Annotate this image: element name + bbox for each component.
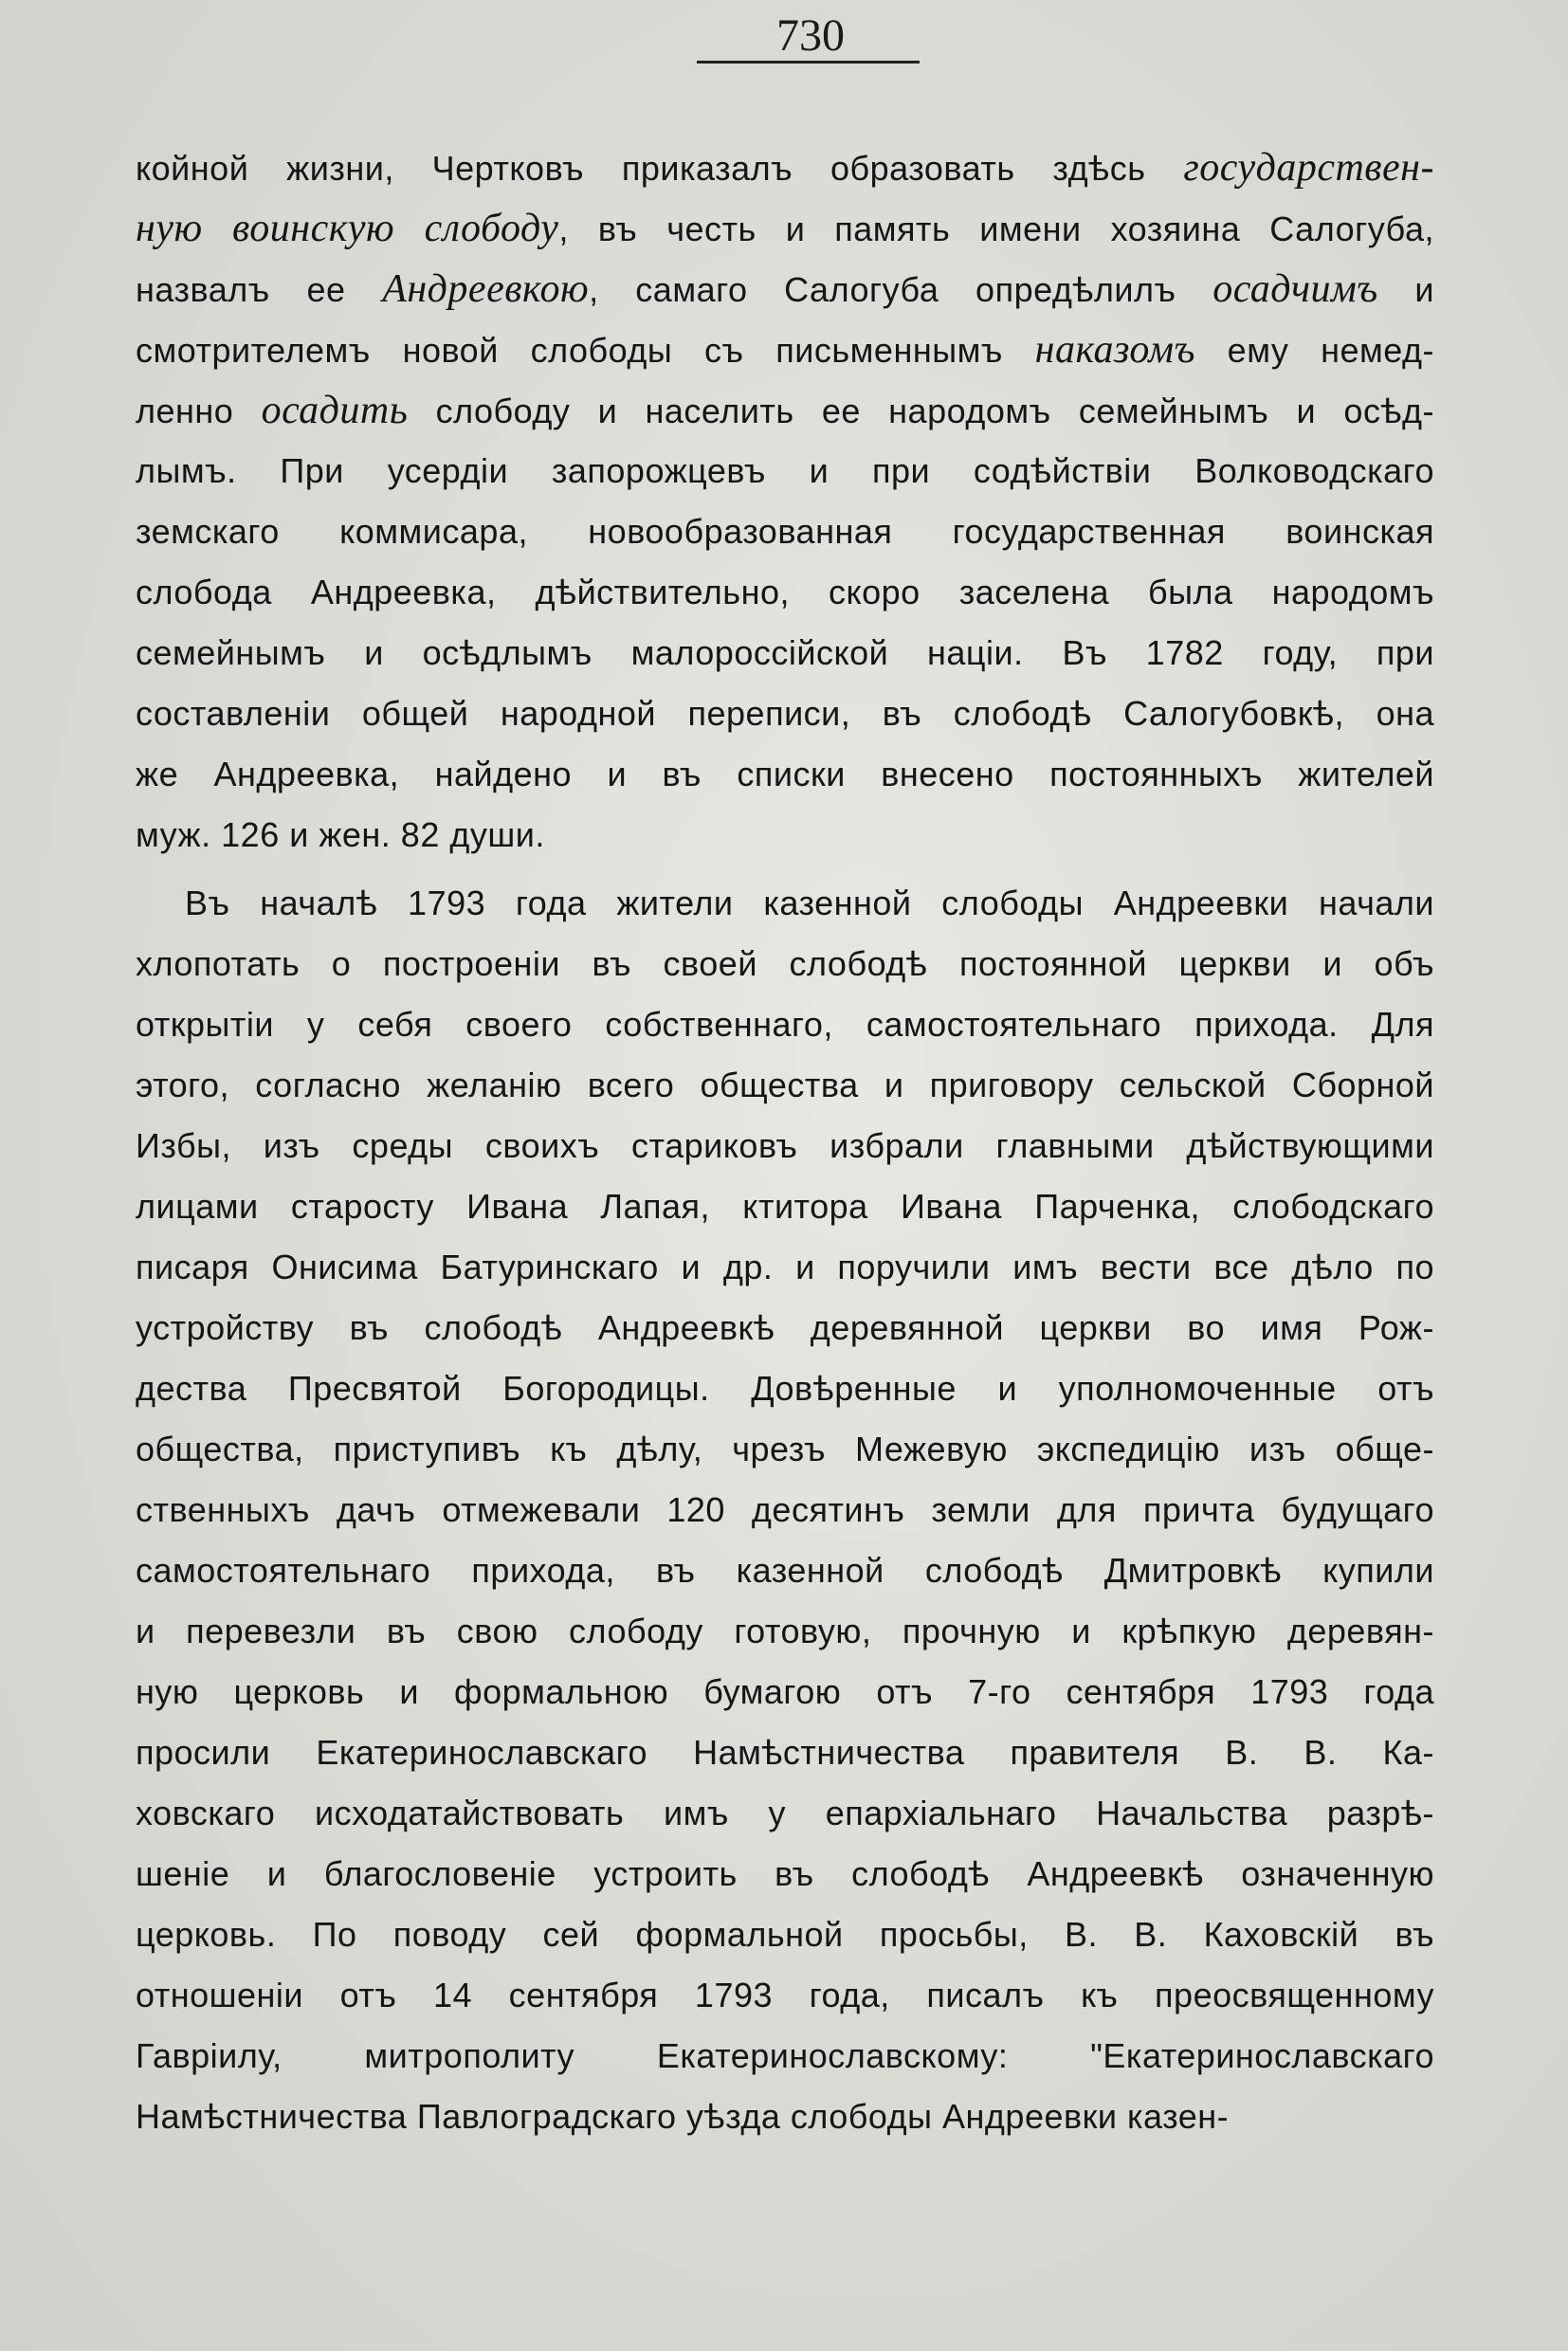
- italic-emphasis: ную воинскую слободу: [136, 207, 559, 250]
- text-line: общества, приступивъ къ дѣлу, чрезъ Межевую экспедицію изъ обще-: [136, 1430, 1434, 1468]
- text-line: ную воинскую слободу, въ честь и память имени хозяина Салогуба,: [136, 207, 1434, 250]
- text-line: хлопотать о построеніи въ своей слободѣ постоянной церкви и объ: [136, 944, 1434, 983]
- text-line: шеніе и благословеніе устроить въ слободѣ Андреевкѣ означенную: [136, 1854, 1434, 1893]
- text-line: дества Пресвятой Богородицы. Довѣренные и уполномоченные отъ: [136, 1369, 1434, 1408]
- italic-emphasis: Андреевкою: [382, 267, 590, 311]
- header-rule: [697, 61, 920, 64]
- text-line: открытіи у себя своего собственнаго, самостоятельнаго прихода. Для: [136, 1005, 1434, 1044]
- text-line: ленно осадить слободу и населить ее народомъ семейнымъ и осѣд-: [136, 389, 1434, 432]
- text-line: койной жизни, Чертковъ приказалъ образовать здѣсь государствен-: [136, 146, 1434, 190]
- text-line: ную церковь и формальною бумагою отъ 7-го сентября 1793 года: [136, 1672, 1434, 1711]
- text-line: ховскаго исходатайствовать имъ у епархіальнаго Начальства разрѣ-: [136, 1794, 1434, 1832]
- italic-emphasis: осадчимъ: [1212, 267, 1378, 311]
- text-line: Гавріилу, митрополиту Екатеринославскому: "Екатеринославскаго: [136, 2036, 1434, 2075]
- text-line: смотрителемъ новой слободы съ письменнымъ наказомъ ему немед-: [136, 328, 1434, 372]
- text-line: же Андреевка, найдено и въ списки внесено постоянныхъ жителей: [136, 755, 1434, 793]
- text-line: назвалъ ее Андреевкою, самаго Салогуба опредѣлилъ осадчимъ и: [136, 267, 1434, 311]
- italic-emphasis: наказомъ: [1034, 328, 1195, 372]
- text-line: самостоятельнаго прихода, въ казенной слободѣ Дмитровкѣ купили: [136, 1551, 1434, 1590]
- text-line: церковь. По поводу сей формальной просьбы, В. В. Каховскій въ: [136, 1915, 1434, 1954]
- paragraph-gap: [136, 866, 1434, 873]
- text-line: земскаго коммисара, новообразованная государственная воинская: [136, 512, 1434, 551]
- body-text: [136, 137, 1434, 2147]
- text-line: лымъ. При усердіи запорожцевъ и при содѣйствіи Волководскаго: [136, 451, 1434, 490]
- text-line: ственныхъ дачъ отмежевали 120 десятинъ земли для причта будущаго: [136, 1490, 1434, 1529]
- text-line: Намѣстничества Павлоградскаго уѣзда слободы Андреевки казен-: [136, 2097, 1230, 2136]
- italic-emphasis: осадить: [261, 389, 409, 432]
- text-line: муж. 126 и жен. 82 души.: [136, 815, 545, 854]
- text-line: слобода Андреевка, дѣйствительно, скоро заселена была народомъ: [136, 573, 1434, 611]
- text-line: этого, согласно желанію всего общества и приговору сельской Сборной: [136, 1066, 1434, 1104]
- text-line: лицами старосту Ивана Лапая, ктитора Ивана Парченка, слободскаго: [136, 1187, 1434, 1226]
- text-line: Въ началѣ 1793 года жители казенной слободы Андреевки начали: [185, 884, 1434, 922]
- italic-emphasis: государствен-: [1183, 146, 1434, 190]
- text-line: составленіи общей народной переписи, въ слободѣ Салогубовкѣ, она: [136, 694, 1434, 733]
- text-line: просили Екатеринославскаго Намѣстничества правителя В. В. Ка-: [136, 1733, 1434, 1772]
- text-line: и перевезли въ свою слободу готовую, прочную и крѣпкую деревян-: [136, 1612, 1434, 1650]
- text-line: Избы, изъ среды своихъ стариковъ избрали главными дѣйствующими: [136, 1126, 1434, 1165]
- text-line: отношеніи отъ 14 сентября 1793 года, писалъ къ преосвященному: [136, 1976, 1434, 2014]
- text-line: устройству въ слободѣ Андреевкѣ деревянной церкви во имя Рож-: [136, 1308, 1434, 1347]
- text-line: писаря Онисима Батуринскаго и др. и поручили имъ вести все дѣло по: [136, 1248, 1434, 1286]
- text-line: семейнымъ и осѣдлымъ малороссійской націи. Въ 1782 году, при: [136, 633, 1434, 672]
- page-number: 730: [776, 10, 845, 61]
